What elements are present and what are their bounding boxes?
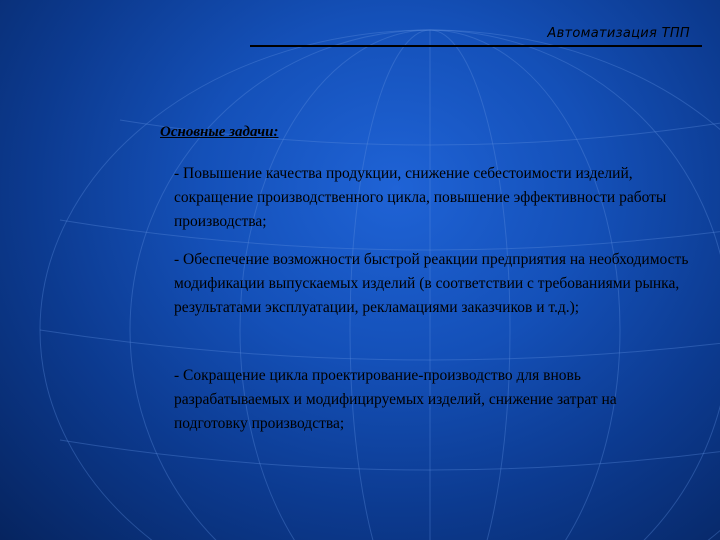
tasks-heading: Основные задачи: [160, 124, 279, 140]
task-item: - Сокращение цикла проектирование-производство для вновь разрабатываемых и модифицируемых изделий, снижение затрат на подготовку производства; [174, 367, 617, 432]
slide-header-title: Автоматизация ТПП [547, 26, 690, 41]
task-item: - Обеспечение возможности быстрой реакции предприятия на необходимость модификации выпускаемых изделий (в соответствии с требованиями рынка, результатами эксплуатации, рекламациями заказчиков и т.д.); [174, 251, 689, 316]
task-item: - Повышение качества продукции, снижение себестоимости изделий, сокращение производственного цикла, повышение эффективности работы производства; [174, 165, 667, 230]
header-divider [250, 45, 702, 47]
